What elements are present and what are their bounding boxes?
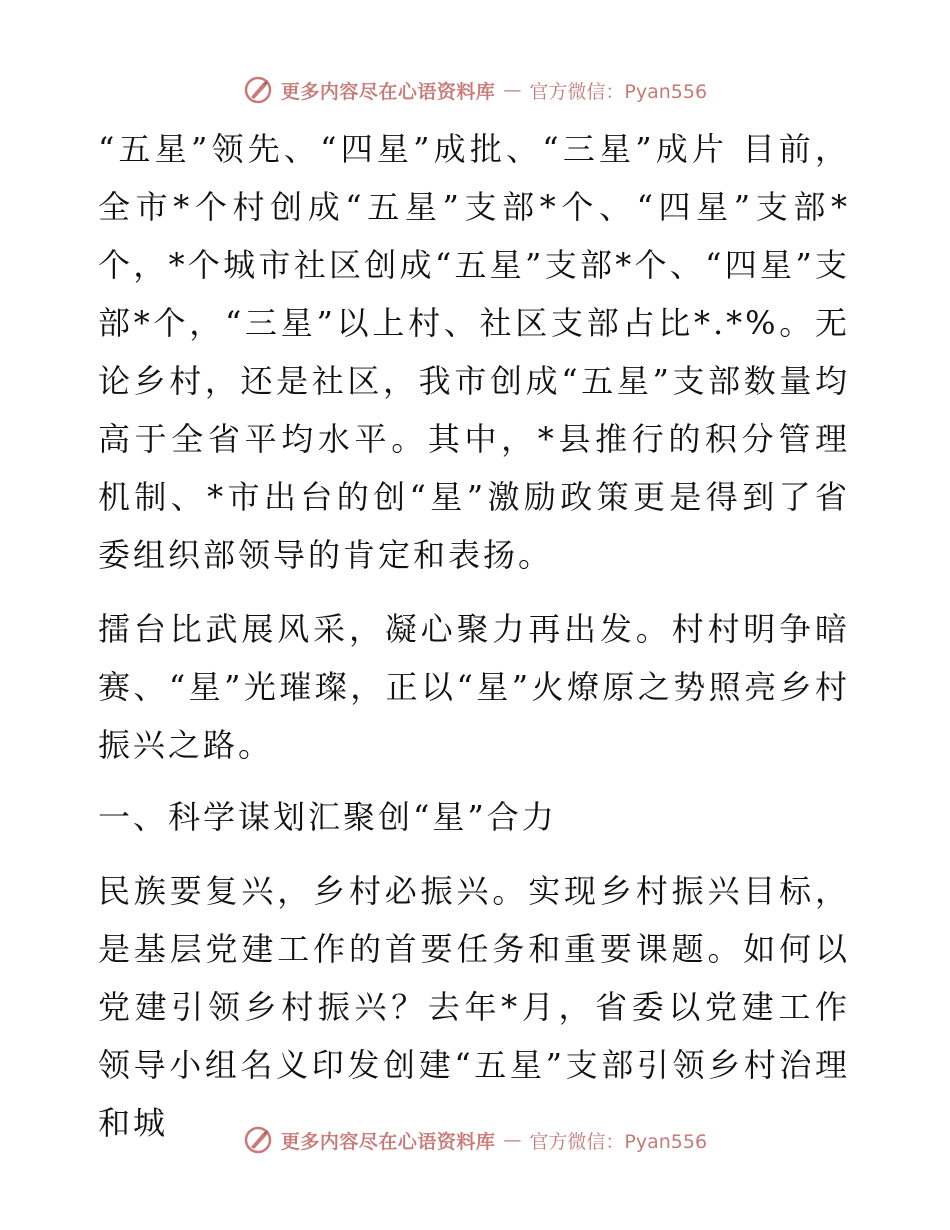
paragraph-rural-revitalization: 民族要复兴，乡村必振兴。实现乡村振兴目标，是基层党建工作的首要任务和重要课题。如何以党建引领乡村振兴？去年*月，省委以党建工作领导小组名义印发创建“五星”支部引领乡村治理和城 [98,872,850,1142]
watermark-text-wechat: 官方微信：Pyan556 [529,80,708,103]
watermark-text-cn: 更多内容尽在心语资料库 [280,1130,496,1153]
paragraph-competition: 擂台比武展风采，凝心聚力再出发。村村明争暗赛、“星”光璀璨，正以“星”火燎原之势照亮乡村振兴之路。 [98,610,850,764]
section-heading-1: 一、科学谋划汇聚创“星”合力 [98,798,557,836]
watermark-header [0,70,950,110]
watermark-dash: — [503,79,522,101]
watermark-text-wechat: 官方微信：Pyan556 [529,1130,708,1153]
watermark-footer [0,1120,950,1160]
quill-logo-icon [243,75,273,105]
watermark-text-cn: 更多内容尽在心语资料库 [280,80,496,103]
watermark-dash: — [503,1129,522,1151]
paragraph-star-results: “五星”领先、“四星”成批、“三星”成片 目前，全市*个村创成“五星”支部*个、“四星”支部*个，*个城市社区创成“五星”支部*个、“四星”支部*个，“三星”以上村、社区支部占比*.*%。无论乡村，还是社区，我市创成“五星”支部数量均高于全省平均水平。其中，*县推行的积分管理机制、*市出台的创“星”激励政策更是得到了省委组织部领导的肯定和表扬。 [98,130,850,574]
quill-logo-icon [243,1125,273,1155]
document-body [98,120,850,1166]
